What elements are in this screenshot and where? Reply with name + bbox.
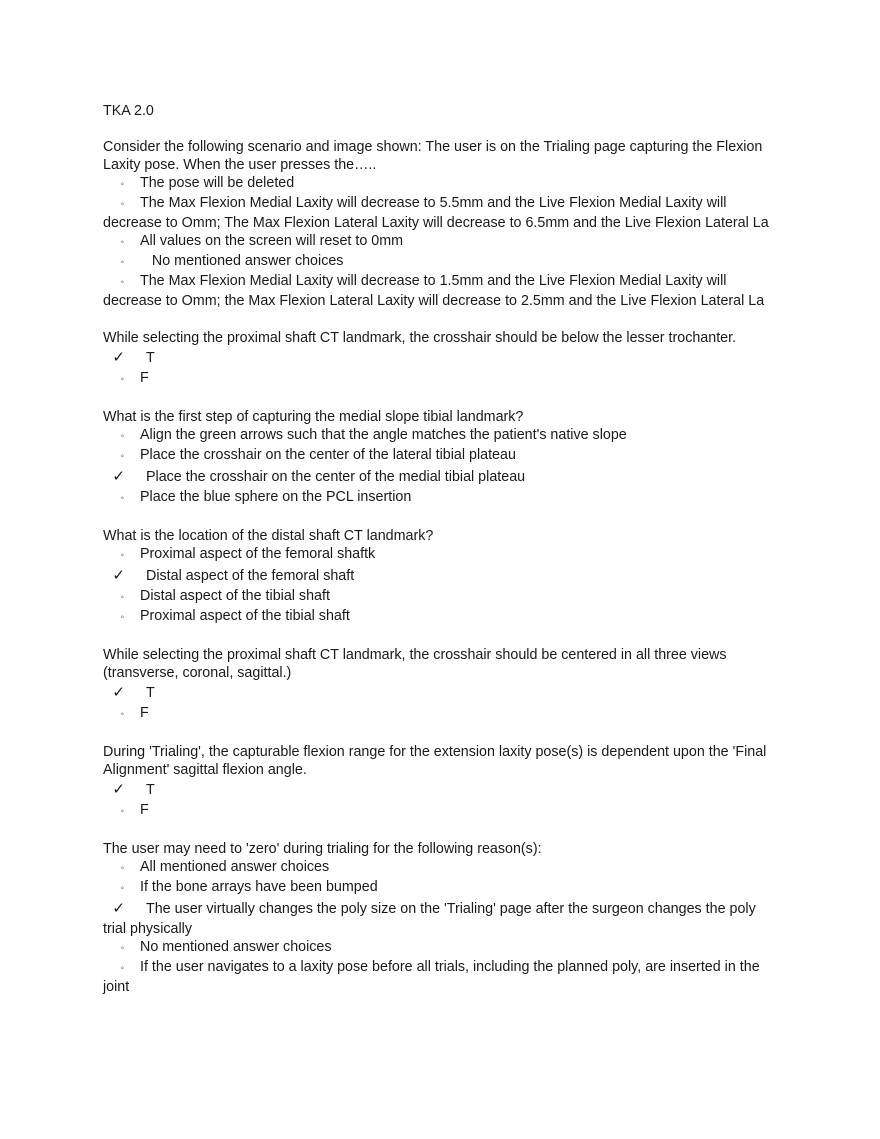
answer-options <box>103 779 783 821</box>
checkmark-icon: ✓ <box>112 567 125 584</box>
answer-option <box>103 174 783 194</box>
answer-option-text: Place the crosshair on the center of the lateral tibial plateau <box>140 447 516 463</box>
answer-option <box>103 488 783 508</box>
answer-option <box>103 938 783 958</box>
checkmark-icon: ✓ <box>112 468 125 485</box>
checkmark-icon: ✓ <box>112 684 125 701</box>
question-block <box>103 743 783 821</box>
answer-option-correct <box>103 565 783 587</box>
answer-option-text: Place the blue sphere on the PCL insertion <box>140 489 412 505</box>
answer-option <box>103 292 783 310</box>
question-text: What is the location of the distal shaft CT landmark? <box>103 528 434 544</box>
question-text: (transverse, coronal, sagittal.) <box>103 665 292 681</box>
answer-option <box>103 545 783 565</box>
answer-options <box>103 545 783 627</box>
answer-options <box>103 682 783 724</box>
answer-option-text: Distal aspect of the tibial shaft <box>140 588 330 604</box>
answer-option-text: The user virtually changes the poly size on the 'Trialing' page after the surgeon changes the poly <box>146 901 756 917</box>
bullet-icon: ◦ <box>120 277 124 288</box>
answer-options <box>103 426 783 508</box>
bullet-icon: ◦ <box>120 374 124 385</box>
answer-option-correct <box>103 898 783 920</box>
answer-option <box>103 252 783 272</box>
answer-option-text: The Max Flexion Medial Laxity will decrease to 1.5mm and the Live Flexion Medial Laxity will <box>140 273 727 289</box>
answer-option <box>103 704 783 724</box>
answer-option <box>103 587 783 607</box>
answer-option-text: Proximal aspect of the tibial shaft <box>140 608 350 624</box>
question-block <box>103 646 783 724</box>
spacer <box>103 627 783 646</box>
bullet-icon: ◦ <box>120 863 124 874</box>
answer-options <box>103 858 783 996</box>
answer-option-text: T <box>146 782 155 798</box>
checkmark-icon: ✓ <box>112 900 125 917</box>
answer-option-text: T <box>146 685 155 701</box>
bullet-icon: ◦ <box>120 883 124 894</box>
question-block <box>103 138 783 310</box>
bullet-icon: ◦ <box>120 592 124 603</box>
question-block <box>103 329 783 389</box>
bullet-icon: ◦ <box>120 451 124 462</box>
question-block <box>103 408 783 508</box>
question-block <box>103 527 783 627</box>
answer-option-text: All mentioned answer choices <box>140 859 330 875</box>
bullet-icon: ◦ <box>120 237 124 248</box>
question-text: While selecting the proximal shaft CT landmark, the crosshair should be centered in all three views <box>103 647 727 663</box>
bullet-icon: ◦ <box>120 431 124 442</box>
answer-option-text: No mentioned answer choices <box>140 253 344 269</box>
bullet-icon: ◦ <box>120 612 124 623</box>
spacer <box>103 310 783 329</box>
question-block <box>103 840 783 996</box>
answer-option <box>103 978 783 996</box>
answer-option-text: F <box>140 802 149 818</box>
answer-option <box>103 369 783 389</box>
bullet-icon: ◦ <box>120 806 124 817</box>
question-text: Consider the following scenario and image shown: The user is on the Trialing page capturing the Flexion <box>103 139 763 155</box>
question-text: During 'Trialing', the capturable flexion range for the extension laxity pose(s) is dependent upon the 'Final <box>103 744 767 760</box>
answer-option <box>103 194 783 214</box>
answer-option-correct <box>103 779 783 801</box>
answer-option-text: All values on the screen will reset to 0mm <box>140 233 404 249</box>
answer-option <box>103 232 783 252</box>
spacer <box>103 724 783 743</box>
answer-option-text: joint <box>103 979 130 995</box>
answer-option <box>103 607 783 627</box>
document-title: TKA 2.0 <box>103 103 154 119</box>
answer-option-text: The Max Flexion Medial Laxity will decrease to 5.5mm and the Live Flexion Medial Laxity will <box>140 195 727 211</box>
bullet-icon: ◦ <box>120 550 124 561</box>
answer-option-text: The pose will be deleted <box>140 175 295 191</box>
answer-option-text: Distal aspect of the femoral shaft <box>146 568 355 584</box>
bullet-icon: ◦ <box>120 257 124 268</box>
answer-option <box>103 272 783 292</box>
question-text: Laxity pose. When the user presses the….. <box>103 157 377 173</box>
answer-option-correct <box>103 466 783 488</box>
answer-option-correct <box>103 347 783 369</box>
answer-option-text: If the bone arrays have been bumped <box>140 879 378 895</box>
answer-option <box>103 858 783 878</box>
answer-option-text: No mentioned answer choices <box>140 939 332 955</box>
answer-options <box>103 174 783 310</box>
answer-option <box>103 958 783 978</box>
answer-option-text: If the user navigates to a laxity pose before all trials, including the planned poly, are inserted in the <box>140 959 760 975</box>
checkmark-icon: ✓ <box>112 781 125 798</box>
answer-option <box>103 214 783 232</box>
answer-option <box>103 801 783 821</box>
answer-option-correct <box>103 920 783 938</box>
bullet-icon: ◦ <box>120 199 124 210</box>
bullet-icon: ◦ <box>120 963 124 974</box>
spacer <box>103 821 783 840</box>
answer-option <box>103 446 783 466</box>
answer-option <box>103 878 783 898</box>
question-text: Alignment' sagittal flexion angle. <box>103 762 307 778</box>
bullet-icon: ◦ <box>120 709 124 720</box>
answer-option-text: Place the crosshair on the center of the medial tibial plateau <box>146 469 526 485</box>
bullet-icon: ◦ <box>120 493 124 504</box>
answer-option-text: trial physically <box>103 921 192 937</box>
answer-options <box>103 347 783 389</box>
bullet-icon: ◦ <box>120 943 124 954</box>
answer-option-text: decrease to Omm; The Max Flexion Lateral Laxity will decrease to 6.5mm and the Live Flexion Lateral La <box>103 215 769 231</box>
answer-option-text: F <box>140 705 149 721</box>
answer-option-text: decrease to Omm; the Max Flexion Lateral Laxity will decrease to 2.5mm and the Live Flexion Lateral La <box>103 293 765 309</box>
question-text: What is the first step of capturing the medial slope tibial landmark? <box>103 409 524 425</box>
question-list <box>103 138 783 996</box>
spacer <box>103 389 783 408</box>
question-text: While selecting the proximal shaft CT landmark, the crosshair should be below the lesser trochanter. <box>103 330 737 346</box>
answer-option-text: F <box>140 370 149 386</box>
spacer <box>103 508 783 527</box>
answer-option-text: Align the green arrows such that the angle matches the patient's native slope <box>140 427 627 443</box>
answer-option-correct <box>103 682 783 704</box>
question-text: The user may need to 'zero' during trialing for the following reason(s): <box>103 841 542 857</box>
answer-option-text: T <box>146 350 155 366</box>
bullet-icon: ◦ <box>120 179 124 190</box>
checkmark-icon: ✓ <box>112 349 125 366</box>
answer-option <box>103 426 783 446</box>
answer-option-text: Proximal aspect of the femoral shaftk <box>140 546 376 562</box>
